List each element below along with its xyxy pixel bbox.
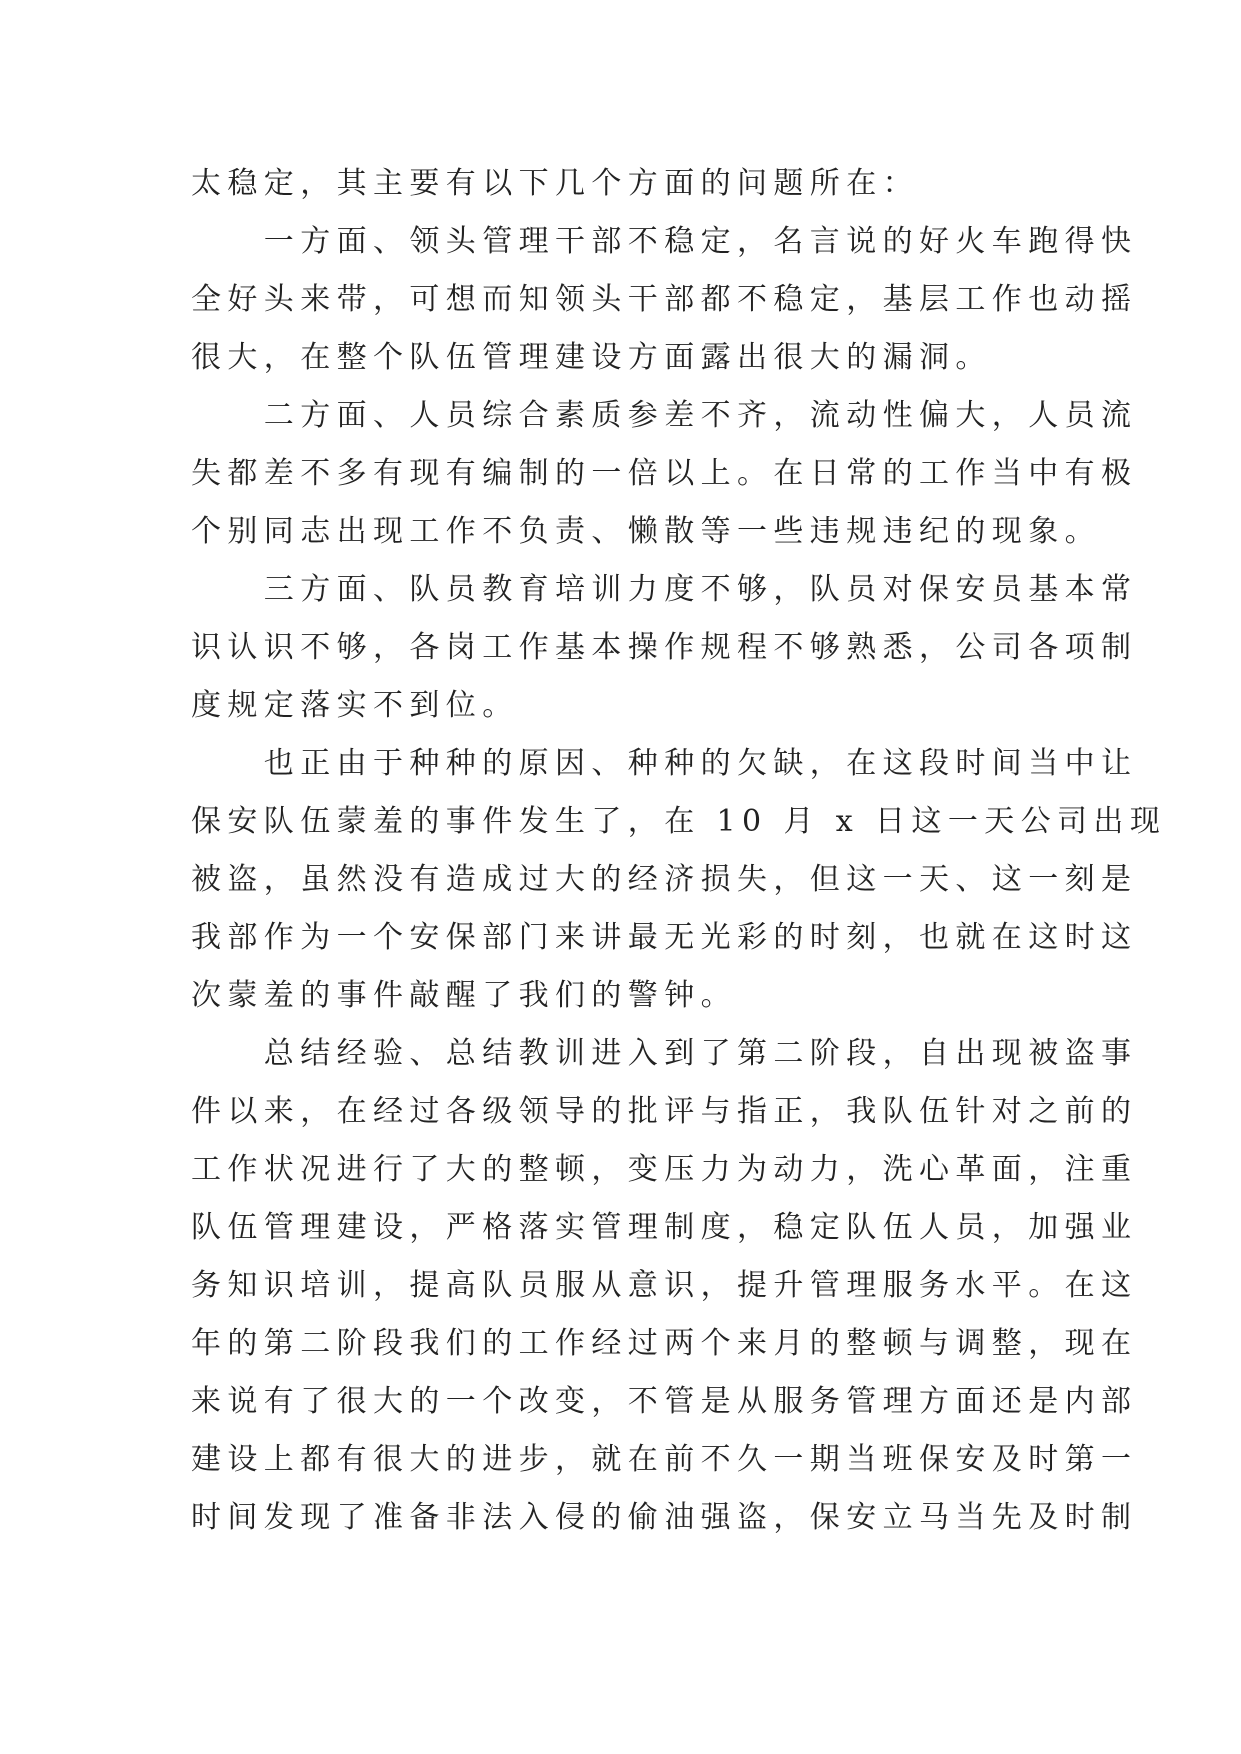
text-line: 三方面、队员教育培训力度不够，队员对保安员基本常 <box>191 572 1138 607</box>
text-line: 工作状况进行了大的整顿，变压力为动力，洗心革面，注重 <box>191 1152 1138 1187</box>
text-line: 建设上都有很大的进步，就在前不久一期当班保安及时第一 <box>191 1442 1138 1477</box>
text-line: 全好头来带，可想而知领头干部都不稳定，基层工作也动摇 <box>191 282 1138 317</box>
text-line: 时间发现了准备非法入侵的偷油强盗，保安立马当先及时制 <box>191 1500 1138 1535</box>
text-line: 很大，在整个队伍管理建设方面露出很大的漏洞。 <box>191 340 992 375</box>
text-line: 个别同志出现工作不负责、懒散等一些违规违纪的现象。 <box>191 514 1101 549</box>
text-line: 也正由于种种的原因、种种的欠缺，在这段时间当中让 <box>191 746 1138 781</box>
text-line: 一方面、领头管理干部不稳定，名言说的好火车跑得快 <box>191 224 1138 259</box>
text-line: 度规定落实不到位。 <box>191 688 519 723</box>
text-line: 被盗，虽然没有造成过大的经济损失，但这一天、这一刻是 <box>191 862 1138 897</box>
text-line: 太稳定，其主要有以下几个方面的问题所在： <box>191 166 919 201</box>
text-line: 我部作为一个安保部门来讲最无光彩的时刻，也就在这时这 <box>191 920 1138 955</box>
text-line: 失都差不多有现有编制的一倍以上。在日常的工作当中有极 <box>191 456 1138 491</box>
text-line: 队伍管理建设，严格落实管理制度，稳定队伍人员，加强业 <box>191 1210 1138 1245</box>
text-line: 务知识培训，提高队员服从意识，提升管理服务水平。在这 <box>191 1268 1138 1303</box>
text-line: 件以来，在经过各级领导的批评与指正，我队伍针对之前的 <box>191 1094 1138 1129</box>
text-line: 来说有了很大的一个改变，不管是从服务管理方面还是内部 <box>191 1384 1138 1419</box>
text-line: 保安队伍蒙羞的事件发生了，在 10 月 x 日这一天公司出现 <box>191 804 1167 839</box>
text-line: 二方面、人员综合素质参差不齐，流动性偏大，人员流 <box>191 398 1138 433</box>
text-line: 次蒙羞的事件敲醒了我们的警钟。 <box>191 978 737 1013</box>
text-line: 年的第二阶段我们的工作经过两个来月的整顿与调整，现在 <box>191 1326 1138 1361</box>
text-line: 识认识不够，各岗工作基本操作规程不够熟悉，公司各项制 <box>191 630 1138 665</box>
document-body <box>191 155 1167 1547</box>
text-line: 总结经验、总结教训进入到了第二阶段，自出现被盗事 <box>191 1036 1138 1071</box>
